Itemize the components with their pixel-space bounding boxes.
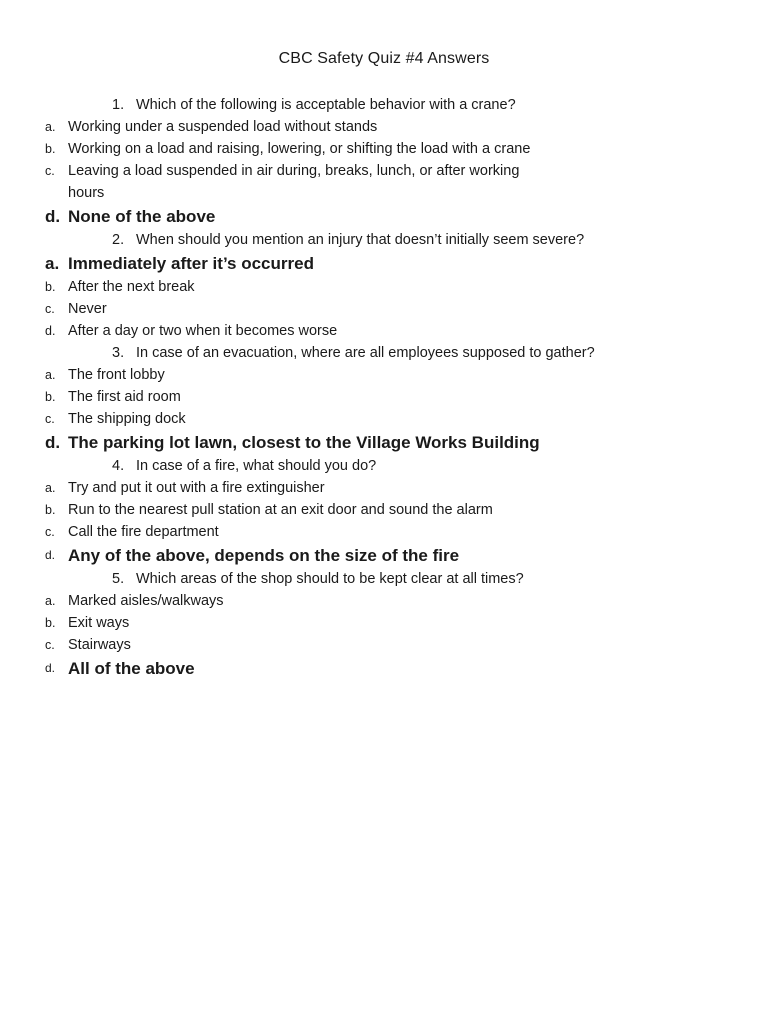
option-text: Call the fire department (68, 524, 219, 540)
option-letter: b. (45, 280, 56, 294)
option-letter: a. (45, 120, 56, 134)
option-text: Stairways (68, 637, 131, 653)
option-text: Marked aisles/walkways (68, 593, 224, 609)
option-text: None of the above (68, 207, 216, 226)
option-letter: b. (45, 142, 56, 156)
option-4a (45, 477, 548, 499)
option-3b (45, 386, 548, 408)
option-3c (45, 408, 548, 430)
option-2b (45, 276, 548, 298)
question-number: 1. (112, 97, 125, 113)
question-text: Which areas of the shop should to be kept clear at all times? (136, 571, 524, 587)
question-2-options (0, 251, 768, 342)
question-1-options (0, 116, 768, 229)
option-text: Any of the above, depends on the size of the fire (68, 546, 460, 565)
question-text: In case of a fire, what should you do? (136, 458, 377, 474)
document-title: CBC Safety Quiz #4 Answers (278, 50, 490, 67)
option-text: Exit ways (68, 615, 130, 631)
option-text: The shipping dock (68, 411, 186, 427)
question-4-options (0, 477, 768, 568)
question-3-options (0, 364, 768, 455)
question-number: 2. (112, 232, 125, 248)
option-letter: d. (45, 207, 61, 226)
option-text: After a day or two when it becomes worse (68, 323, 338, 339)
option-letter: c. (45, 412, 55, 426)
option-letter: c. (45, 638, 55, 652)
option-letter: a. (45, 254, 60, 273)
option-letter: a. (45, 594, 56, 608)
question-4 (112, 455, 696, 477)
option-text: The parking lot lawn, closest to the Village Works Building (68, 433, 540, 452)
option-1b (45, 138, 548, 160)
option-3a (45, 364, 548, 386)
question-5-options (0, 590, 768, 681)
option-letter: d. (45, 433, 61, 452)
question-number: 5. (112, 571, 125, 587)
option-letter: d. (45, 548, 56, 562)
option-text: The front lobby (68, 367, 165, 383)
option-2c (45, 298, 548, 320)
option-letter: b. (45, 390, 56, 404)
option-4b (45, 499, 548, 521)
option-text: The first aid room (68, 389, 181, 405)
option-text: Immediately after it’s occurred (68, 254, 314, 273)
option-text: Working under a suspended load without stands (68, 119, 378, 135)
question-number: 3. (112, 345, 125, 361)
question-2 (112, 229, 696, 251)
option-letter: b. (45, 616, 56, 630)
option-letter: c. (45, 164, 55, 178)
question-5 (112, 568, 696, 590)
option-text: Try and put it out with a fire extinguisher (68, 480, 325, 496)
option-text: Leaving a load suspended in air during, breaks, lunch, or after working hours (68, 163, 520, 201)
question-number: 4. (112, 458, 125, 474)
option-2d (45, 320, 548, 342)
option-letter: d. (45, 324, 56, 338)
option-letter: a. (45, 481, 56, 495)
option-4d-correct-answer (45, 543, 548, 568)
option-letter: d. (45, 661, 56, 675)
quiz-list (0, 94, 768, 681)
option-5c (45, 634, 548, 656)
option-1c (45, 160, 548, 204)
question-1 (112, 94, 696, 116)
option-4c (45, 521, 548, 543)
option-text: Working on a load and raising, lowering, or shifting the load with a crane (68, 141, 531, 157)
option-letter: b. (45, 503, 56, 517)
option-text: Run to the nearest pull station at an exit door and sound the alarm (68, 502, 493, 518)
option-letter: c. (45, 302, 55, 316)
option-text: After the next break (68, 279, 195, 295)
option-text: All of the above (68, 659, 195, 678)
option-2a-correct-answer (45, 251, 548, 276)
option-letter: c. (45, 525, 55, 539)
option-1a (45, 116, 548, 138)
option-5b (45, 612, 548, 634)
option-3d-correct-answer (45, 430, 548, 455)
question-text: Which of the following is acceptable behavior with a crane? (136, 97, 516, 113)
question-text: In case of an evacuation, where are all employees supposed to gather? (136, 345, 595, 361)
option-5d-correct-answer (45, 656, 548, 681)
option-5a (45, 590, 548, 612)
option-1d-correct-answer (45, 204, 548, 229)
option-text: Never (68, 301, 107, 317)
option-letter: a. (45, 368, 56, 382)
question-3 (112, 342, 696, 364)
question-text: When should you mention an injury that doesn’t initially seem severe? (136, 232, 585, 248)
